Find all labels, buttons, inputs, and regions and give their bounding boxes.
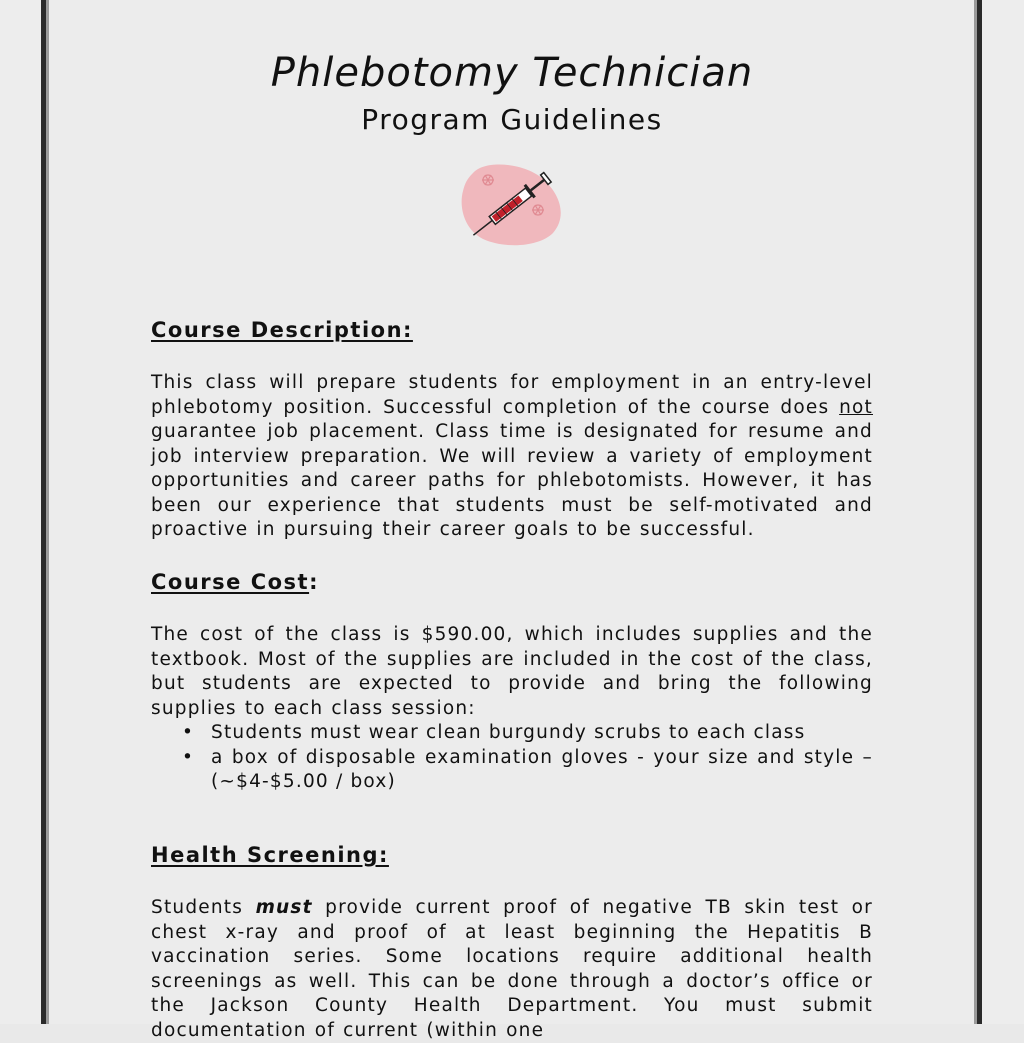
course-cost-paragraph: The cost of the class is $590.00, which includes supplies and the textbook. Most of the supplies are included in the cost of the class, but students are expected to provide and bring the following supplies to each class session:	[151, 624, 873, 719]
bullet-glyph: •	[182, 722, 195, 743]
course-description-heading-text: Course Description:	[151, 318, 413, 342]
syringe-icon	[455, 155, 570, 250]
health-screening-text-2: provide current proof of negative TB skin test or chest x-ray and proof of at least beginning the Hepatitis B vaccination series. Some locations require additional health screenings as well. This can be done through a doctor’s office or the Jackson County Health Department. You must submit documentation of current (within one	[151, 897, 873, 1041]
list-item-text: a box of disposable examination gloves - your size and style – (~$4-$5.00 / box)	[211, 746, 873, 792]
health-screening-emphasis: must	[255, 897, 313, 918]
syringe-logo	[455, 155, 570, 250]
list-item-text: Students must wear clean burgundy scrubs to each class	[211, 722, 806, 743]
list-item	[151, 721, 873, 746]
course-cost-heading-colon: :	[309, 570, 319, 594]
health-screening-heading-text: Health Screening:	[151, 843, 389, 867]
course-description-text-1: This class will prepare students for employment in an entry-level phlebotomy position. Successful completion of the course does	[151, 372, 873, 418]
health-screening-text-1: Students	[151, 897, 256, 918]
document-title: Phlebotomy Technician	[270, 50, 754, 96]
course-description-paragraph	[151, 371, 873, 543]
course-description-heading	[151, 318, 413, 342]
health-screening-heading	[151, 843, 389, 867]
course-description-emphasis: not	[839, 396, 873, 418]
list-item	[151, 746, 873, 795]
supplies-list	[151, 721, 873, 795]
bullet-glyph: •	[182, 746, 195, 768]
course-cost-heading	[151, 570, 319, 594]
health-screening-paragraph	[151, 896, 873, 1043]
course-description-text-2: guarantee job placement. Class time is designated for resume and job interview preparation. We will review a variety of employment opportunities and career paths for phlebotomists. However, it has been our experience that students must be self-motivated and proactive in pursuing their career goals to be successful.	[151, 421, 873, 540]
document-subtitle: Program Guidelines	[361, 103, 663, 136]
course-cost-heading-text: Course Cost	[151, 570, 310, 594]
